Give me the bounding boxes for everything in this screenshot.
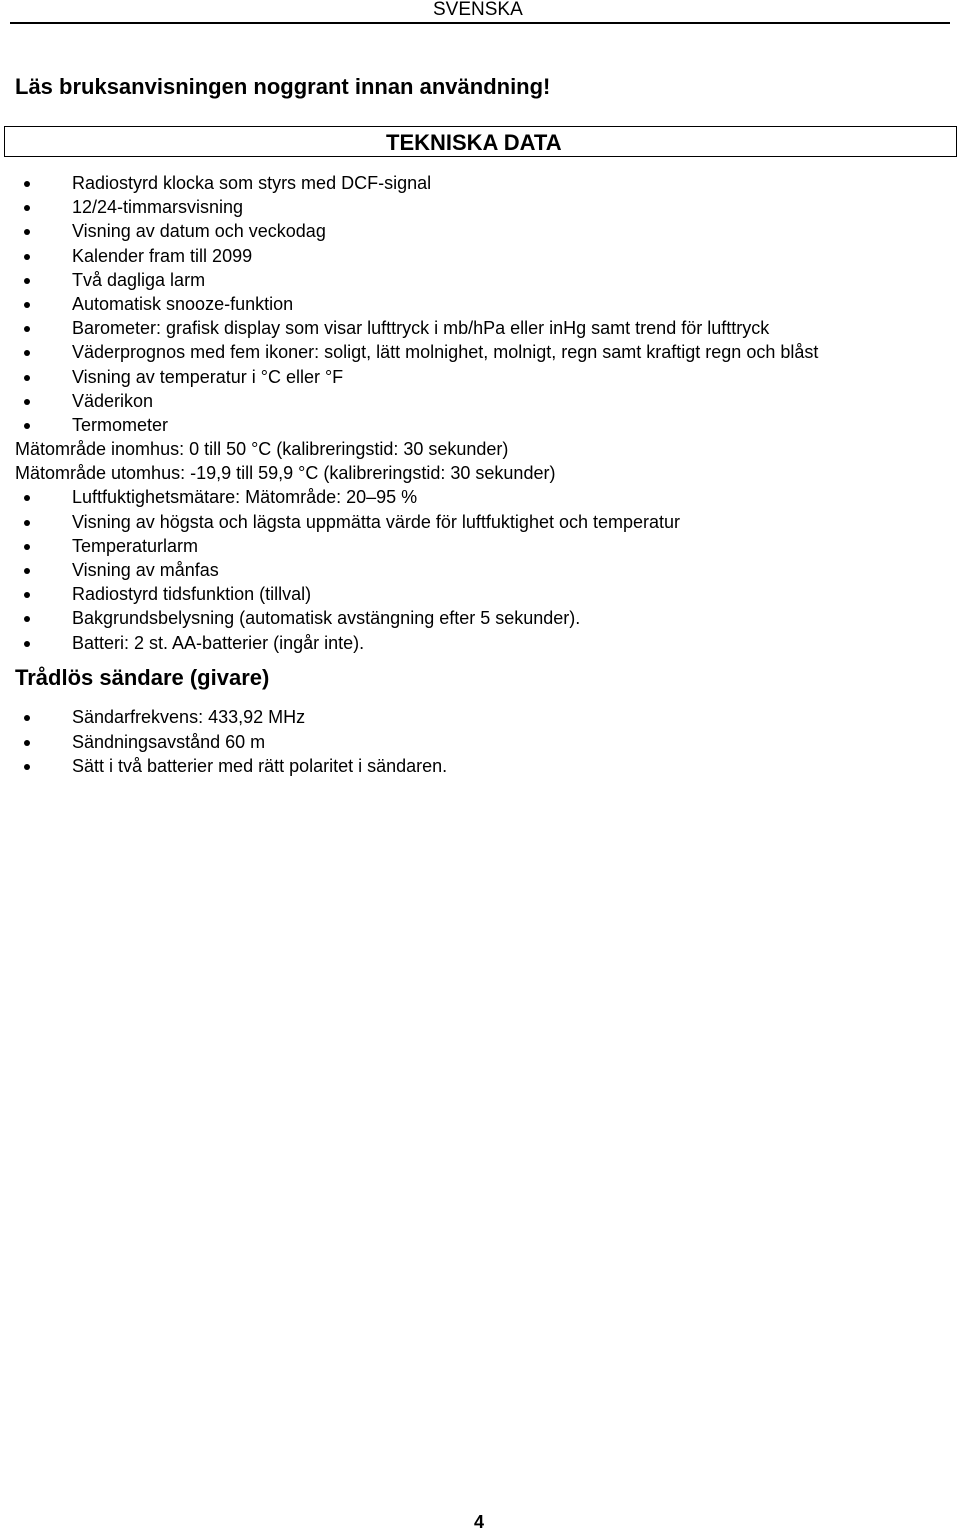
list-item-text: Visning av temperatur i °C eller °F bbox=[72, 366, 344, 387]
list-item-text: Termometer bbox=[72, 414, 169, 435]
list-item bbox=[15, 631, 945, 655]
list-item-text: Visning av månfas bbox=[72, 560, 219, 580]
list-item-text: Barometer: grafisk display som visar lufttryck i mb/hPa eller inHg samt trend för lufttryck bbox=[72, 318, 770, 339]
bullet-icon bbox=[24, 592, 30, 598]
list-item bbox=[15, 244, 945, 268]
bullet-icon bbox=[24, 229, 30, 235]
list-item bbox=[15, 730, 945, 755]
bullet-icon bbox=[24, 423, 30, 429]
list-item bbox=[15, 606, 945, 630]
list-item-text: Visning av högsta och lägsta uppmätta värde för luftfuktighet och temperatur bbox=[72, 511, 681, 532]
list-item bbox=[15, 510, 945, 534]
list-item bbox=[15, 705, 945, 730]
transmitter-heading: Trådlös sändare (givare) bbox=[15, 665, 270, 690]
bullet-icon bbox=[24, 302, 30, 308]
list-item-text: 12/24-timmarsvisning bbox=[72, 197, 244, 218]
bullet-icon bbox=[24, 399, 30, 405]
list-item-text: Mätområde inomhus: 0 till 50 °C (kalibreringstid: 30 sekunder) bbox=[15, 439, 509, 460]
transmitter-list bbox=[15, 705, 945, 779]
list-item-text: Väderprognos med fem ikoner: soligt, lätt molnighet, molnigt, regn samt kraftigt regn och blåst bbox=[72, 342, 819, 363]
tech-data-section-box bbox=[4, 126, 957, 157]
list-text-line bbox=[15, 437, 945, 461]
list-item-text: Luftfuktighetsmätare: Mätområde: 20–95 % bbox=[72, 487, 418, 508]
list-text-line bbox=[15, 461, 945, 485]
bullet-icon bbox=[24, 375, 30, 381]
tech-data-heading: TEKNISKA DATA bbox=[386, 130, 562, 155]
list-item-text: Temperaturlarm bbox=[72, 535, 199, 556]
list-item-text: Sändningsavstånd 60 m bbox=[72, 731, 266, 752]
bullet-icon bbox=[24, 350, 30, 356]
bullet-icon bbox=[24, 641, 30, 647]
list-item-text: Automatisk snooze-funktion bbox=[72, 293, 294, 314]
list-item bbox=[15, 365, 945, 389]
list-item-text: Sändarfrekvens: 433,92 MHz bbox=[72, 707, 306, 727]
intro-heading: Läs bruksanvisningen noggrant innan användning! bbox=[15, 74, 551, 99]
bullet-icon bbox=[24, 205, 30, 211]
bullet-icon bbox=[24, 278, 30, 284]
list-item-text: Mätområde utomhus: -19,9 till 59,9 °C (kalibreringstid: 30 sekunder) bbox=[15, 463, 556, 484]
header-divider bbox=[10, 22, 950, 24]
list-item-text: Radiostyrd tidsfunktion (tillval) bbox=[72, 584, 312, 605]
list-item-text: Visning av datum och veckodag bbox=[72, 221, 326, 242]
list-item bbox=[15, 195, 945, 219]
list-item bbox=[15, 268, 945, 292]
list-item-text: Bakgrundsbelysning (automatisk avstängning efter 5 sekunder). bbox=[72, 608, 581, 629]
bullet-icon bbox=[24, 764, 30, 770]
list-item-text: Batteri: 2 st. AA-batterier (ingår inte). bbox=[72, 632, 365, 653]
list-item bbox=[15, 534, 945, 558]
bullet-icon bbox=[24, 520, 30, 526]
bullet-icon bbox=[24, 568, 30, 574]
header-language: SVENSKA bbox=[433, 0, 523, 20]
list-item bbox=[15, 558, 945, 582]
list-item-text: Väderikon bbox=[72, 390, 154, 411]
bullet-icon bbox=[24, 254, 30, 260]
tech-data-list bbox=[15, 171, 945, 655]
bullet-icon bbox=[24, 740, 30, 746]
list-item bbox=[15, 485, 945, 509]
list-item-text: Radiostyrd klocka som styrs med DCF-signal bbox=[72, 173, 432, 193]
bullet-icon bbox=[24, 616, 30, 622]
list-item bbox=[15, 316, 945, 340]
list-item bbox=[15, 219, 945, 243]
bullet-icon bbox=[24, 715, 30, 721]
list-item-text: Kalender fram till 2099 bbox=[72, 245, 253, 266]
list-item-text: Sätt i två batterier med rätt polaritet i sändaren. bbox=[72, 756, 448, 777]
bullet-icon bbox=[24, 181, 30, 187]
list-item bbox=[15, 292, 945, 316]
list-item bbox=[15, 582, 945, 606]
page-number: 4 bbox=[474, 1512, 485, 1532]
list-item bbox=[15, 413, 945, 437]
bullet-icon bbox=[24, 544, 30, 550]
list-item bbox=[15, 340, 945, 364]
list-item bbox=[15, 754, 945, 779]
bullet-icon bbox=[24, 495, 30, 501]
bullet-icon bbox=[24, 326, 30, 332]
list-item-text: Två dagliga larm bbox=[72, 269, 206, 290]
list-item bbox=[15, 389, 945, 413]
list-item bbox=[15, 171, 945, 195]
